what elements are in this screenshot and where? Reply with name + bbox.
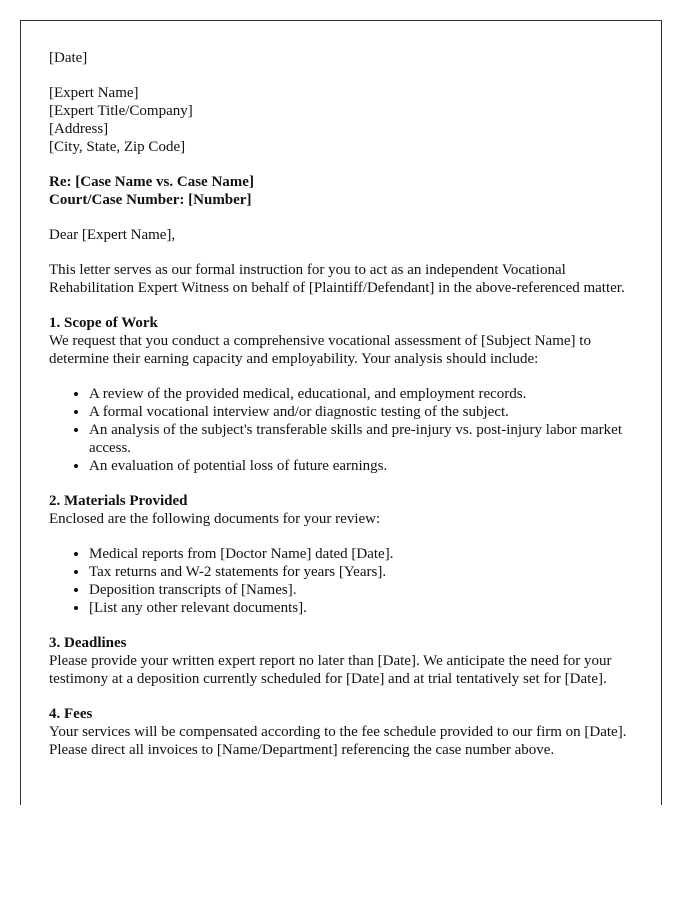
list-item: • Tax returns and W-2 statements for years [Years].: [89, 563, 634, 581]
scope-list: [49, 385, 634, 475]
section-text: Enclosed are the following documents for your review:: [49, 511, 381, 527]
list-item: • Medical reports from [Doctor Name] dated [Date].: [89, 545, 634, 563]
recipient-address: [Address]: [49, 121, 109, 137]
salutation: Dear [Expert Name],: [49, 227, 176, 243]
materials-list: [49, 545, 634, 617]
section-fees: [49, 705, 634, 759]
recipient-name: [Expert Name]: [49, 85, 139, 101]
recipient-block: [49, 84, 634, 156]
section-heading: 2. Materials Provided: [49, 493, 188, 509]
section-heading: 4. Fees: [49, 706, 93, 722]
recipient-title: [Expert Title/Company]: [49, 103, 193, 119]
list-item: • A review of the provided medical, educational, and employment records.: [89, 385, 634, 403]
section-text: Your services will be compensated according to the fee schedule provided to our firm on [Date]. Please direct all invoices to [Name/Department] referencing the case number above.: [49, 724, 627, 758]
letter-page: [20, 20, 662, 805]
list-item: • An evaluation of potential loss of future earnings.: [89, 457, 634, 475]
section-text: Please provide your written expert report no later than [Date]. We anticipate the need for your testimony at a deposition currently scheduled for [Date] and at trial tentatively set for [Date].: [49, 653, 612, 687]
section-text: We request that you conduct a comprehensive vocational assessment of [Subject Name] to determine their earning capacity and employability. Your analysis should include:: [49, 333, 591, 367]
list-item: • Deposition transcripts of [Names].: [89, 581, 634, 599]
recipient-city: [City, State, Zip Code]: [49, 139, 186, 155]
section-deadlines: [49, 634, 634, 688]
section-heading: 3. Deadlines: [49, 635, 127, 651]
list-item: • [List any other relevant documents].: [89, 599, 634, 617]
re-block: [49, 173, 634, 209]
re-case: Re: [Case Name vs. Case Name]: [49, 174, 254, 190]
section-scope: [49, 314, 634, 368]
list-item: • A formal vocational interview and/or diagnostic testing of the subject.: [89, 403, 634, 421]
intro-paragraph: This letter serves as our formal instruction for you to act as an independent Vocational Rehabilitation Expert Witness on behalf of [Plaintiff/Defendant] in the above-referenced matter.: [49, 262, 625, 296]
section-heading: 1. Scope of Work: [49, 315, 158, 331]
re-case-number: Court/Case Number: [Number]: [49, 192, 252, 208]
list-item: • An analysis of the subject's transferable skills and pre-injury vs. post-injury labor market access.: [89, 421, 634, 457]
section-materials: [49, 492, 634, 528]
letter-date: [Date]: [49, 50, 88, 66]
